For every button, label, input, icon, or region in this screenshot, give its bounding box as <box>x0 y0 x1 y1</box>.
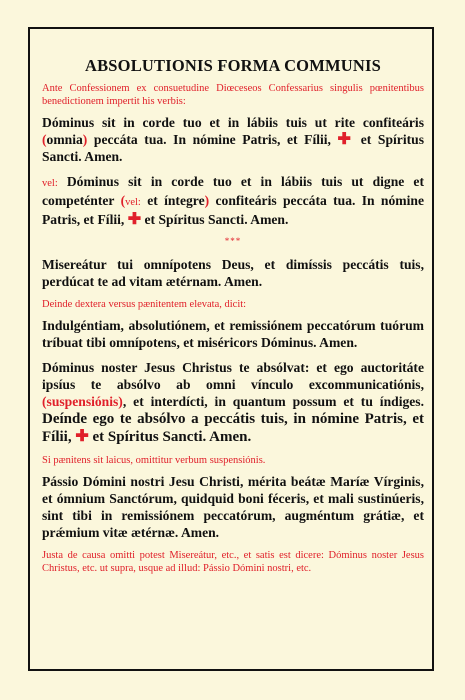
blessing2-part-b: et íntegre <box>140 193 205 208</box>
rubric-laicus: Si pænitens sit laicus, omittitur verbum suspensiónis. <box>42 455 266 466</box>
absolution-part-b: , et interdícti, in quantum possum et tu índiges. <box>122 394 424 409</box>
absolution-card <box>28 27 434 671</box>
indulgentiam-prayer: Indulgéntiam, absolutiónem, et remissiónem peccatórum tuórum tríbuat tibi omnípotens, et miséricors Dóminus. Amen. <box>42 318 424 350</box>
vel-label: vel: <box>42 178 58 189</box>
passio-prayer: Pássio Dómini nostri Jesu Christi, mérita beátæ Maríæ Vírginis, et ómnium Sanctórum, quidquid boni féceris, et mali sustinúeris, sint tibi in remissiónem peccatórum, augméntum grátiæ, et prǽmium vitæ ætérnæ. Amen. <box>42 474 424 540</box>
blessing1-part-c: et Spíritus Sancti. Amen. <box>42 132 424 164</box>
page-title: ABSOLUTIONIS FORMA COMMUNIS <box>84 56 381 75</box>
vel-label-inline: vel: <box>125 197 141 208</box>
rubric-omission: Justa de causa omitti potest Misereátur, etc., et satis est dicere: Dóminus noster Jesus Christus, etc. ut supra, usque ad illud: Pássio Dómini nostri, etc. <box>42 550 424 574</box>
rubric-hand-raised: Deinde dextera versus pænitentem elevata, dicit: <box>42 299 247 310</box>
blessing1-part-a: Dóminus sit in corde tuo et in lábiis tuis ut rite confiteáris <box>42 115 424 130</box>
blessing-form-2 <box>42 173 424 228</box>
cross-icon: ✚ <box>337 131 355 148</box>
cross-icon: ✚ <box>75 428 89 445</box>
blessing2-part-a: Dóminus sit in corde tuo et in lábiis tuis ut digne et competénter <box>42 174 424 208</box>
paren-close: ) <box>204 193 210 208</box>
absolution-part-a: Dóminus noster Jesus Christus te absólvat: et ego auctoritáte ipsíus te absólvo ab omni vínculo excommunicatiónis, <box>42 360 424 392</box>
blessing2-part-d: et Spíritus Sancti. Amen. <box>141 212 289 227</box>
paren-close: ) <box>82 132 88 147</box>
blessing2-part-c: confiteáris peccáta tua. In nómine Patris, et Fílii, <box>42 193 424 227</box>
absolution-formula <box>42 359 424 446</box>
paren-open: ( <box>42 132 47 147</box>
blessing-form-1 <box>42 114 424 165</box>
section-divider: *** <box>224 236 242 246</box>
absolution-part-d: et Spíritus Sancti. Amen. <box>88 429 252 445</box>
absolution-part-c: Deínde ego te absólvo a peccátis tuis, in nómine Patris, et Fílii, <box>42 411 424 445</box>
blessing1-omnia: omnia <box>46 132 83 147</box>
cross-icon: ✚ <box>127 211 142 228</box>
paren-open: ( <box>120 193 126 208</box>
suspension-word: (suspensiónis) <box>42 394 123 409</box>
rubric-before-confession: Ante Confessionem ex consuetudine Diœceseos Confessarius singulis pœnitentibus benedictionem impertit his verbis: <box>42 83 424 107</box>
blessing1-part-b: peccáta tua. In nómine Patris, et Fílii, <box>87 132 338 147</box>
misereatur-prayer: Misereátur tui omnípotens Deus, et dimíssis peccátis tuis, perdúcat te ad vitam ætérnam. Amen. <box>42 257 424 289</box>
